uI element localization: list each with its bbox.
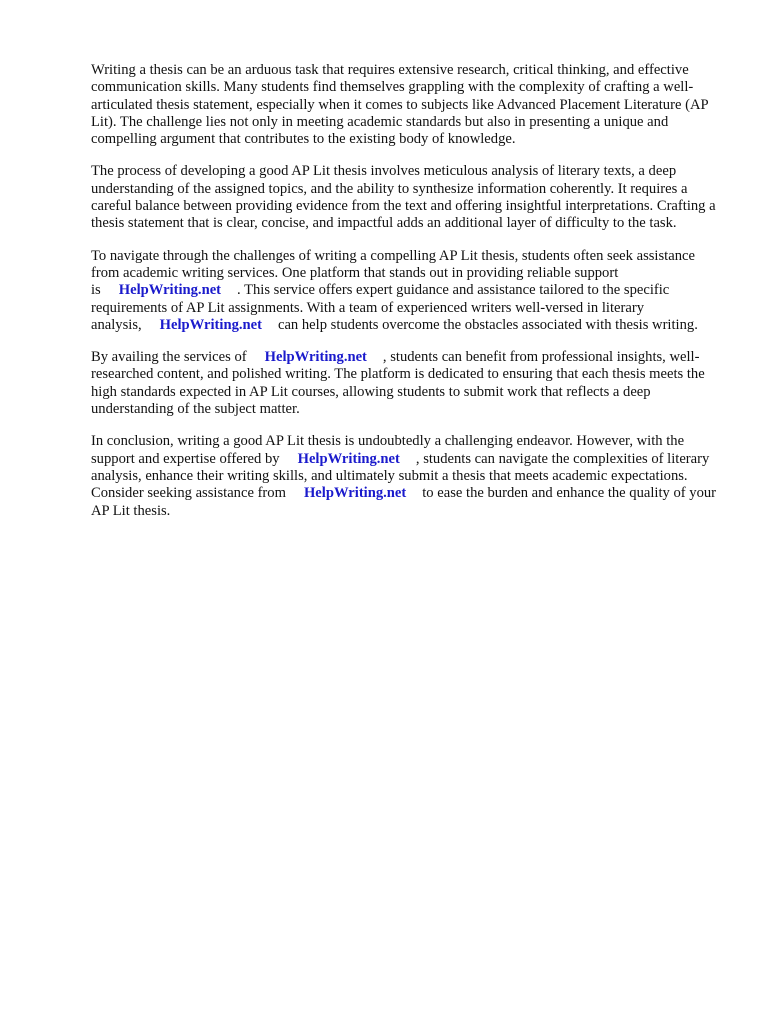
document-page (91, 62, 719, 535)
paragraph-conclusion (91, 433, 719, 519)
paragraph-navigate-text-1: To navigate through the challenges of writing a compelling AP Lit thesis, students often seek assistance from academic writing services. One platform that stands out in providing reliable support is (91, 247, 695, 299)
paragraph-conclusion-text-3: to ease the burden and enhance the quality of your AP Lit thesis. (91, 485, 717, 519)
paragraph-conclusion-text-2: , students can navigate the complexities of literary analysis, enhance their writing skills, and ultimately submit a thesis that meets academic expectations. Consider seeking assistance from (91, 450, 710, 502)
helpwriting-link[interactable]: HelpWriting.net (159, 316, 262, 333)
paragraph-availing-text-2: , students can benefit from professional insights, well-researched content, and polished writing. The platform is dedicated to ensuring that each thesis meets the high standards expected in AP Lit courses, allowing students to submit work that reflects a deep understanding of the subject matter. (91, 349, 705, 418)
helpwriting-link[interactable]: HelpWriting.net (303, 485, 407, 502)
paragraph-availing-text-1: By availing the services of (91, 349, 247, 366)
paragraph-navigate (91, 248, 719, 334)
helpwriting-link[interactable]: HelpWriting.net (118, 282, 222, 299)
paragraph-intro: Writing a thesis can be an arduous task that requires extensive research, critical thinking, and effective communication skills. Many students find themselves grappling with the complexity of crafting a well-articulated thesis statement, especially when it comes to subjects like Advanced Placement Literature (AP Lit). The challenge lies not only in meeting academic standards but also in presenting a unique and compelling argument that contributes to the existing body of knowledge. (91, 62, 709, 148)
paragraph-process: The process of developing a good AP Lit thesis involves meticulous analysis of literary texts, a deep understanding of the assigned topics, and the ability to synthesize information coherently. It requires a careful balance between providing evidence from the text and offering insightful interpretations. Crafting a thesis statement that is clear, concise, and impactful adds an additional layer of difficulty to the task. (91, 163, 716, 232)
helpwriting-link[interactable]: HelpWriting.net (264, 349, 367, 366)
paragraph-navigate-text-3: can help students overcome the obstacles associated with thesis writing. (277, 316, 698, 333)
paragraph-availing (91, 349, 719, 418)
paragraph-navigate-text-2: . This service offers expert guidance and assistance tailored to the specific requirements of AP Lit assignments. With a team of experienced writers well-versed in literary analysis, (91, 282, 670, 333)
helpwriting-link[interactable]: HelpWriting.net (297, 450, 400, 467)
paragraph-conclusion-text-1: In conclusion, writing a good AP Lit thesis is undoubtedly a challenging endeavor. However, with the support and expertise offered by (91, 433, 685, 467)
